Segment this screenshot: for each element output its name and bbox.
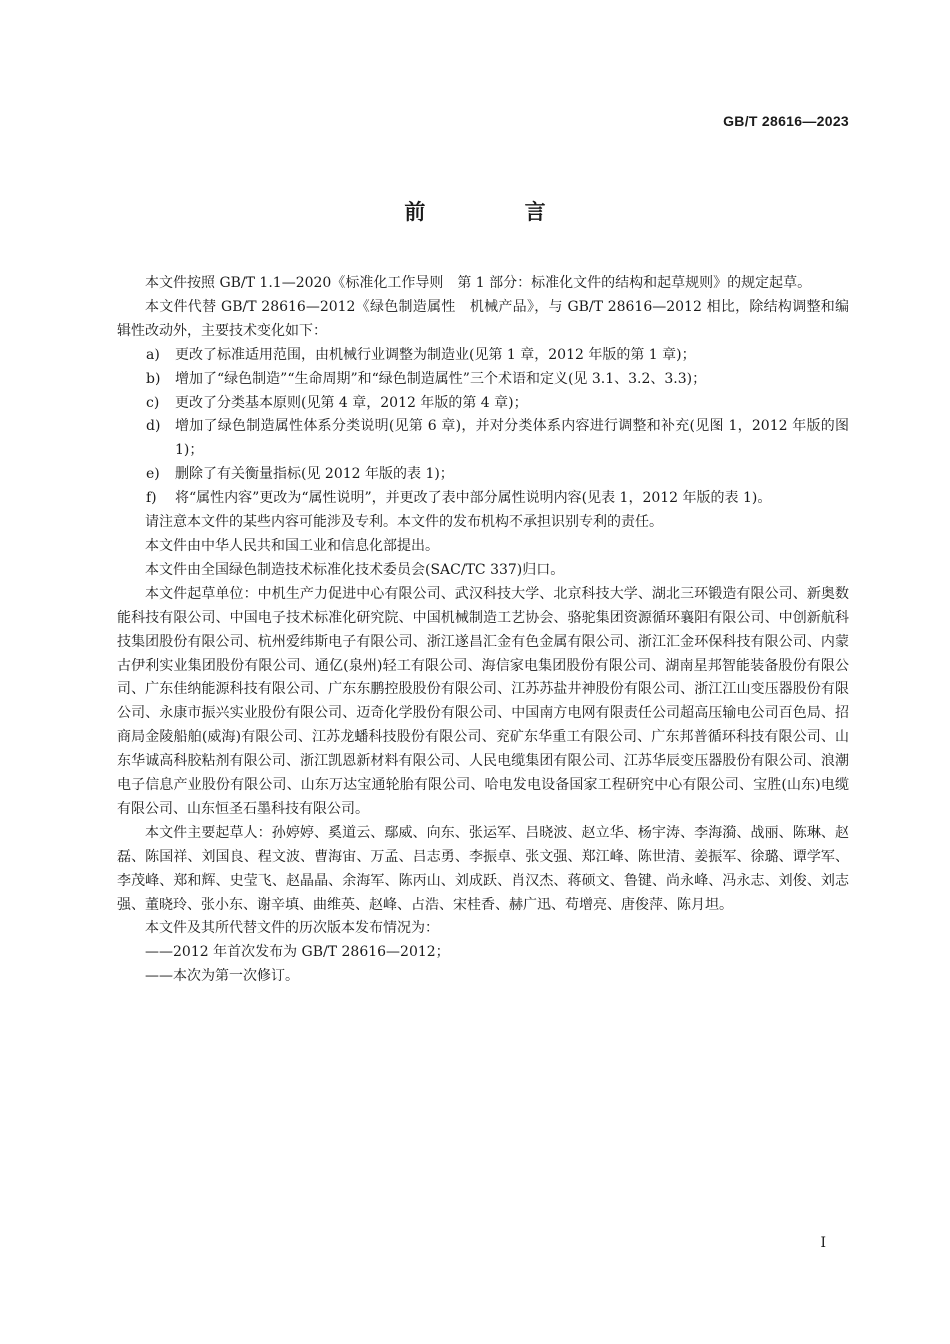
- paragraph-version-history: 本文件及其所代替文件的历次版本发布情况为：: [145, 920, 439, 937]
- change-item-text: 增加了绿色制造属性体系分类说明(见第 6 章)，并对分类体系内容进行调整和补充(见图 1，2012 年版的图 1)；: [175, 418, 849, 459]
- change-item-label: e): [146, 466, 160, 483]
- change-item-text: 将“属性内容”更改为“属性说明”，并更改了表中部分属性说明内容(见表 1，2012 年版的表 1)。: [175, 490, 772, 507]
- paragraph-replaces: 本文件代替 GB/T 28616—2012《绿色制造属性 机械产品》，与 GB/T 28616—2012 相比，除结构调整和编辑性改动外，主要技术变化如下：: [117, 298, 849, 339]
- history-item: ——2012 年首次发布为 GB/T 28616—2012；: [145, 944, 450, 961]
- change-item-label: d): [146, 418, 161, 435]
- paragraph-drafters: 本文件主要起草人：孙婷婷、奚道云、鄢威、向东、张运军、吕晓波、赵立华、杨宇涛、李海漪、战丽、陈琳、赵磊、陈国祥、刘国良、程文波、曹海宙、万孟、吕志勇、李振卓、张文强、郑江峰、陈世清、姜振军、徐璐、谭学军、李茂峰、郑和辉、史莹飞、赵晶晶、余海军、陈丙山、刘成跃、肖汉杰、蒋硕文、鲁键、尚永峰、冯永志、刘俊、刘志强、董晓玲、张小东、谢辛填、曲维英、赵峰、占浩、宋桂香、赫广迅、苟增亮、唐俊萍、陈月坦。: [117, 824, 849, 913]
- paragraph-patent-notice: 请注意本文件的某些内容可能涉及专利。本文件的发布机构不承担识别专利的责任。: [145, 514, 663, 531]
- change-item-label: c): [146, 394, 160, 411]
- change-item-text: 增加了“绿色制造”“生命周期”和“绿色制造属性”三个术语和定义(见 3.1、3.2、3.3)；: [175, 370, 707, 387]
- page-title: 前 言: [404, 200, 592, 224]
- paragraph-proposer: 本文件由中华人民共和国工业和信息化部提出。: [145, 537, 439, 554]
- standard-number: GB/T 28616—2023: [723, 113, 849, 129]
- change-item: [117, 415, 849, 463]
- paragraph-drafting-rules: 本文件按照 GB/T 1.1—2020《标准化工作导则 第 1 部分：标准化文件的结构和起草规则》的规定起草。: [145, 275, 812, 291]
- change-item-text: 更改了分类基本原则(见第 4 章，2012 年版的第 4 章)；: [175, 394, 528, 411]
- paragraph-committee: 本文件由全国绿色制造技术标准化技术委员会(SAC/TC 337)归口。: [145, 561, 565, 578]
- change-item: [117, 392, 849, 416]
- change-item-label: f): [146, 490, 157, 507]
- change-item-text: 删除了有关衡量指标(见 2012 年版的表 1)；: [175, 466, 454, 483]
- change-item: [117, 487, 849, 511]
- change-item: [117, 463, 849, 487]
- change-item-label: b): [146, 370, 161, 387]
- page-number: I: [820, 1235, 826, 1251]
- change-item: [117, 344, 849, 368]
- paragraph-drafting-units: 本文件起草单位：中机生产力促进中心有限公司、武汉科技大学、北京科技大学、湖北三环锻造有限公司、新奥数能科技有限公司、中国电子技术标准化研究院、中国机械制造工艺协会、骆驼集团资源循环襄阳有限公司、中创新航科技集团股份有限公司、杭州爱纬斯电子有限公司、浙江遂昌汇金有色金属有限公司、浙江汇金环保科技有限公司、内蒙古伊利实业集团股份有限公司、通亿(泉州)轻工有限公司、海信家电集团股份有限公司、湖南星邦智能装备股份有限公司、广东佳纳能源科技有限公司、广东东鹏控股股份有限公司、江苏苏盐井神股份有限公司、浙江江山变压器股份有限公司、永康市振兴实业股份有限公司、迈奇化学股份有限公司、中国南方电网有限责任公司超高压输电公司百色局、招商局金陵船舶(威海)有限公司、江苏龙蟠科技股份有限公司、兖矿东华重工有限公司、广东邦普循环科技有限公司、山东华诚高科胶粘剂有限公司、浙江凯恩新材料有限公司、人民电缆集团有限公司、江苏华辰变压器股份有限公司、浪潮电子信息产业股份有限公司、山东万达宝通轮胎有限公司、哈电发电设备国家工程研究中心有限公司、宝胜(山东)电缆有限公司、山东恒圣石墨科技有限公司。: [117, 585, 849, 817]
- history-item: ——本次为第一次修订。: [145, 968, 299, 985]
- change-item-text: 更改了标准适用范围，由机械行业调整为制造业(见第 1 章，2012 年版的第 1 章)；: [175, 346, 696, 363]
- document-body: [117, 272, 849, 989]
- change-item: [117, 368, 849, 392]
- change-item-label: a): [146, 346, 160, 363]
